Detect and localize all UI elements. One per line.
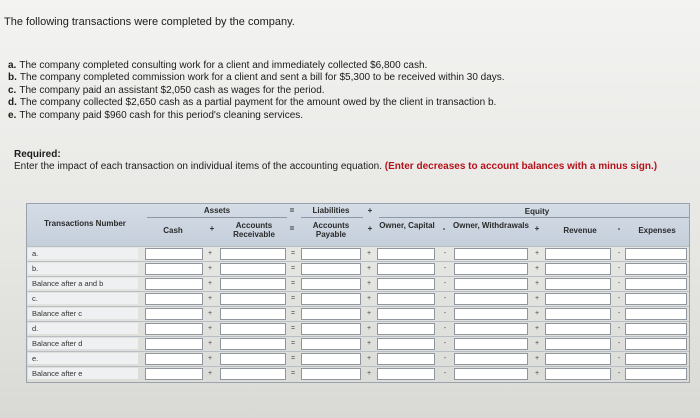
- accounts-receivable-input[interactable]: [220, 293, 286, 305]
- minus-sign: -: [443, 340, 447, 347]
- row-label: d.: [28, 323, 138, 334]
- accounts-payable-input[interactable]: [301, 323, 361, 335]
- plus-sign: +: [366, 310, 372, 317]
- equals-sign: =: [289, 224, 295, 233]
- plus-sign: +: [534, 355, 540, 362]
- plus-sign: +: [534, 265, 540, 272]
- intro-text: The following transactions were completed by the company.: [4, 16, 295, 28]
- plus-sign: +: [207, 325, 213, 332]
- equals-sign: =: [290, 280, 296, 287]
- plus-sign: +: [534, 250, 540, 257]
- plus-sign: +: [367, 224, 373, 233]
- cash-input[interactable]: [145, 353, 203, 365]
- cash-input[interactable]: [145, 263, 203, 275]
- plus-sign: +: [366, 340, 372, 347]
- owner-withdrawals-input[interactable]: [454, 323, 528, 335]
- owner-withdrawals-input[interactable]: [454, 248, 528, 260]
- required-section: [14, 149, 684, 173]
- table-header: [27, 204, 689, 246]
- expenses-input[interactable]: [625, 368, 687, 380]
- plus-sign: +: [366, 355, 372, 362]
- header-revenue: Revenue: [563, 226, 597, 235]
- cash-input[interactable]: [145, 248, 203, 260]
- minus-sign: -: [442, 224, 446, 233]
- owner-capital-input[interactable]: [377, 368, 435, 380]
- table-row: [27, 291, 689, 305]
- accounts-receivable-input[interactable]: [220, 338, 286, 350]
- plus-sign: +: [207, 340, 213, 347]
- owner-capital-input[interactable]: [377, 338, 435, 350]
- accounts-receivable-input[interactable]: [220, 278, 286, 290]
- plus-sign: +: [207, 265, 213, 272]
- row-label: e.: [28, 353, 138, 364]
- owner-capital-input[interactable]: [377, 293, 435, 305]
- accounts-receivable-input[interactable]: [220, 263, 286, 275]
- equals-sign: =: [290, 340, 296, 347]
- equals-sign: =: [290, 250, 296, 257]
- owner-withdrawals-input[interactable]: [454, 308, 528, 320]
- owner-capital-input[interactable]: [377, 278, 435, 290]
- plus-sign: +: [207, 310, 213, 317]
- header-owner-capital: Owner, Capital: [379, 221, 435, 230]
- row-label: b.: [28, 263, 138, 274]
- owner-capital-input[interactable]: [377, 308, 435, 320]
- plus-sign: +: [534, 310, 540, 317]
- table-row: [27, 261, 689, 275]
- transaction-item: a. The company completed consulting work for a client and immediately collected $6,800 cash.: [8, 60, 428, 71]
- required-note: (Enter decreases to account balances with a minus sign.): [384, 161, 658, 172]
- header-cash: Cash: [163, 226, 183, 235]
- accounting-equation-table: [26, 203, 690, 383]
- transaction-item: e. The company paid $960 cash for this period's cleaning services.: [8, 109, 304, 121]
- plus-sign: +: [534, 280, 540, 287]
- revenue-input[interactable]: [545, 323, 611, 335]
- cash-input[interactable]: [145, 368, 203, 380]
- plus-sign: +: [209, 224, 215, 233]
- revenue-input[interactable]: [545, 353, 611, 365]
- revenue-input[interactable]: [545, 293, 611, 305]
- owner-capital-input[interactable]: [377, 263, 435, 275]
- minus-sign: -: [617, 310, 621, 317]
- plus-sign: +: [207, 370, 213, 377]
- expenses-input[interactable]: [625, 293, 687, 305]
- minus-sign: -: [443, 370, 447, 377]
- plus-sign: +: [366, 325, 372, 332]
- owner-withdrawals-input[interactable]: [454, 263, 528, 275]
- table-row: [27, 351, 689, 365]
- expenses-input[interactable]: [625, 278, 687, 290]
- row-label: Balance after e: [28, 368, 138, 379]
- equals-sign: =: [290, 325, 296, 332]
- cash-input[interactable]: [145, 323, 203, 335]
- equals-sign: =: [290, 355, 296, 362]
- table-row: [27, 246, 689, 260]
- row-label: Balance after a and b: [28, 278, 138, 289]
- plus-sign: +: [366, 280, 372, 287]
- header-accounts-receivable: Accounts Receivable: [233, 221, 275, 239]
- accounts-receivable-input[interactable]: [220, 308, 286, 320]
- revenue-input[interactable]: [545, 278, 611, 290]
- equals-sign: =: [290, 265, 296, 272]
- table-row: [27, 321, 689, 335]
- row-label: c.: [28, 293, 138, 304]
- minus-sign: -: [443, 325, 447, 332]
- required-title: Required:: [14, 149, 61, 160]
- expenses-input[interactable]: [625, 323, 687, 335]
- minus-sign: -: [617, 224, 621, 233]
- table-row: [27, 306, 689, 320]
- plus-sign: +: [366, 265, 372, 272]
- minus-sign: -: [617, 295, 621, 302]
- accounts-receivable-input[interactable]: [220, 248, 286, 260]
- revenue-input[interactable]: [545, 338, 611, 350]
- owner-withdrawals-input[interactable]: [454, 293, 528, 305]
- accounts-payable-input[interactable]: [301, 338, 361, 350]
- plus-sign: +: [534, 340, 540, 347]
- cash-input[interactable]: [145, 293, 203, 305]
- accounts-payable-input[interactable]: [301, 353, 361, 365]
- owner-withdrawals-input[interactable]: [454, 368, 528, 380]
- accounts-payable-input[interactable]: [301, 308, 361, 320]
- header-equity-group: Equity: [524, 207, 550, 216]
- minus-sign: -: [617, 280, 621, 287]
- header-liabilities-group: Liabilities: [312, 206, 350, 215]
- minus-sign: -: [443, 295, 447, 302]
- plus-sign: +: [366, 250, 372, 257]
- expenses-input[interactable]: [625, 353, 687, 365]
- table-row: [27, 366, 689, 380]
- accounts-payable-input[interactable]: [301, 368, 361, 380]
- required-instruction: Enter the impact of each transaction on individual items of the accounting equation. (Enter decreases to account balances with a minus sign.): [14, 161, 658, 172]
- header-assets-group: Assets: [203, 206, 231, 215]
- accounts-payable-input[interactable]: [301, 263, 361, 275]
- minus-sign: -: [617, 250, 621, 257]
- accounts-receivable-input[interactable]: [220, 323, 286, 335]
- header-owner-withdrawals: Owner, Withdrawals: [453, 221, 529, 230]
- minus-sign: -: [617, 370, 621, 377]
- equals-sign: =: [290, 295, 296, 302]
- expenses-input[interactable]: [625, 338, 687, 350]
- transaction-item: b. The company completed commission work for a client and sent a bill for $5,300 to be received within 30 days.: [8, 72, 505, 84]
- owner-withdrawals-input[interactable]: [454, 353, 528, 365]
- row-label: Balance after c: [28, 308, 138, 319]
- accounts-receivable-input[interactable]: [220, 368, 286, 380]
- plus-sign: +: [367, 206, 373, 215]
- expenses-input[interactable]: [625, 263, 687, 275]
- revenue-input[interactable]: [545, 308, 611, 320]
- revenue-input[interactable]: [545, 368, 611, 380]
- assets-group-line: [147, 217, 287, 218]
- plus-sign: +: [534, 325, 540, 332]
- accounts-payable-input[interactable]: [301, 293, 361, 305]
- revenue-input[interactable]: [545, 248, 611, 260]
- equals-sign: =: [290, 370, 296, 377]
- equals-sign: =: [290, 310, 296, 317]
- owner-capital-input[interactable]: [377, 248, 435, 260]
- minus-sign: -: [443, 310, 447, 317]
- table-row: [27, 276, 689, 290]
- revenue-input[interactable]: [545, 263, 611, 275]
- cash-input[interactable]: [145, 308, 203, 320]
- minus-sign: -: [617, 325, 621, 332]
- plus-sign: +: [207, 280, 213, 287]
- header-accounts-payable: Accounts Payable: [312, 221, 350, 239]
- expenses-input[interactable]: [625, 308, 687, 320]
- minus-sign: -: [443, 280, 447, 287]
- expenses-input[interactable]: [625, 248, 687, 260]
- transaction-item: c. The company paid an assistant $2,050 cash as wages for the period.: [8, 84, 325, 96]
- owner-capital-input[interactable]: [377, 353, 435, 365]
- minus-sign: -: [443, 250, 447, 257]
- liabilities-group-line: [301, 217, 363, 218]
- plus-sign: +: [534, 370, 540, 377]
- equals-sign: =: [289, 206, 295, 215]
- plus-sign: +: [207, 250, 213, 257]
- plus-sign: +: [207, 355, 213, 362]
- minus-sign: -: [617, 355, 621, 362]
- accounts-receivable-input[interactable]: [220, 353, 286, 365]
- minus-sign: -: [443, 355, 447, 362]
- plus-sign: +: [366, 295, 372, 302]
- plus-sign: +: [366, 370, 372, 377]
- equity-group-line: [379, 217, 689, 218]
- owner-withdrawals-input[interactable]: [454, 338, 528, 350]
- header-expenses: Expenses: [638, 226, 676, 235]
- owner-capital-input[interactable]: [377, 323, 435, 335]
- plus-sign: +: [534, 224, 540, 233]
- header-transactions-number: Transactions Number: [44, 219, 126, 228]
- row-label: a.: [28, 248, 138, 259]
- cash-input[interactable]: [145, 278, 203, 290]
- table-row: [27, 336, 689, 350]
- owner-withdrawals-input[interactable]: [454, 278, 528, 290]
- row-label: Balance after d: [28, 338, 138, 349]
- minus-sign: -: [443, 265, 447, 272]
- minus-sign: -: [617, 340, 621, 347]
- transaction-item: d. The company collected $2,650 cash as a partial payment for the amount owed by the client in transaction b.: [8, 97, 497, 109]
- plus-sign: +: [207, 295, 213, 302]
- transaction-list: [8, 60, 688, 122]
- cash-input[interactable]: [145, 338, 203, 350]
- minus-sign: -: [617, 265, 621, 272]
- accounts-payable-input[interactable]: [301, 248, 361, 260]
- plus-sign: +: [534, 295, 540, 302]
- accounts-payable-input[interactable]: [301, 278, 361, 290]
